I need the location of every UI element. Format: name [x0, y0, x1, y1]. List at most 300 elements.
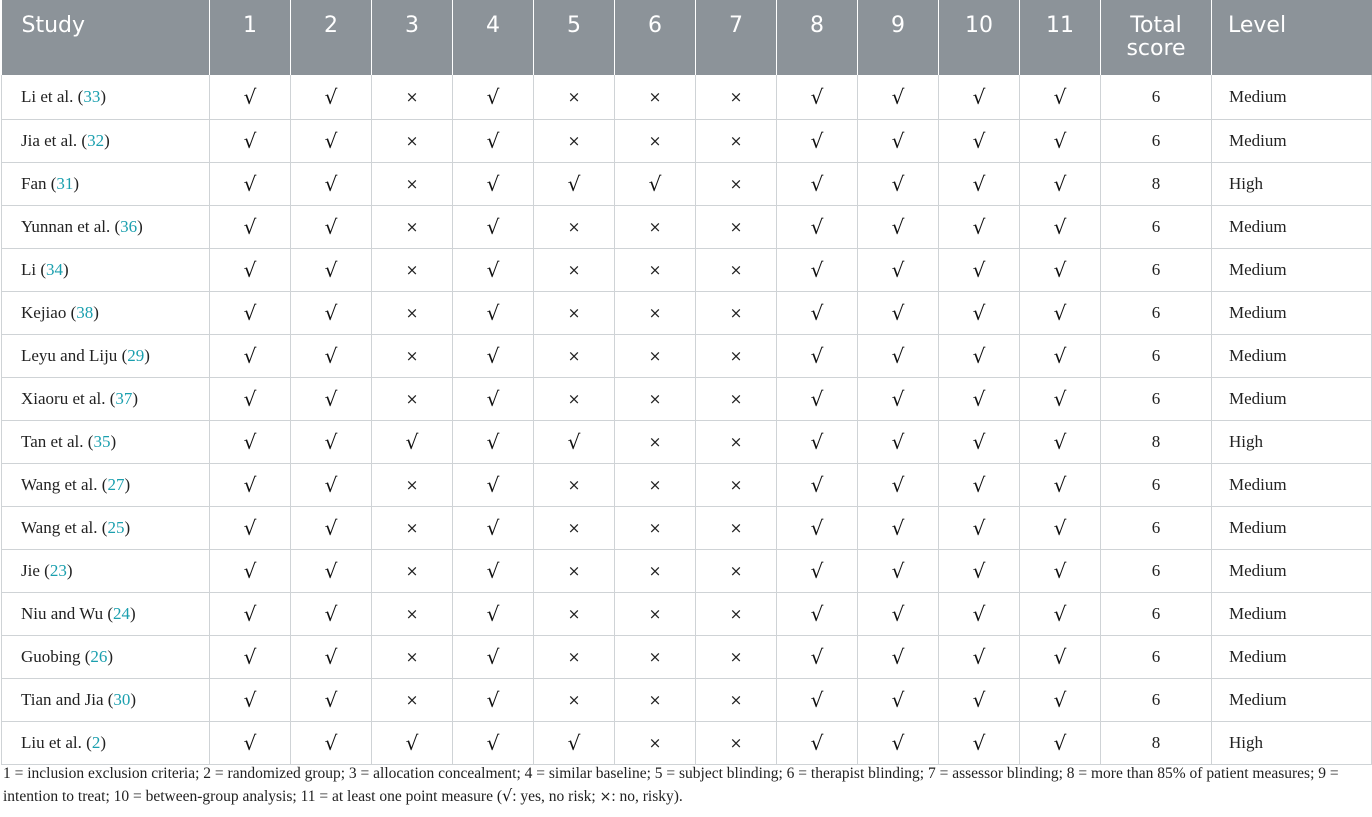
criterion-cell	[372, 292, 453, 335]
criterion-cell	[939, 636, 1020, 679]
level-cell: Medium	[1212, 507, 1372, 550]
criterion-cell	[615, 292, 696, 335]
criterion-cell	[1020, 421, 1101, 464]
cross-icon: ×	[567, 648, 581, 666]
total-score-cell: 8	[1101, 163, 1212, 206]
cross-icon: ×	[648, 132, 662, 150]
check-icon: √	[972, 85, 986, 109]
cross-icon: ×	[405, 261, 419, 279]
cross-icon: ×	[405, 390, 419, 408]
criterion-cell	[939, 679, 1020, 722]
check-icon: √	[243, 559, 257, 583]
cross-icon: ×	[567, 132, 581, 150]
criterion-cell	[777, 464, 858, 507]
check-icon: √	[324, 473, 338, 497]
level-cell: Medium	[1212, 249, 1372, 292]
table-row	[2, 206, 1372, 249]
header-total-line1: Total	[1130, 13, 1182, 38]
check-icon: √	[243, 344, 257, 368]
citation-link[interactable]: 30	[113, 690, 131, 709]
cross-icon: ×	[567, 562, 581, 580]
criterion-cell	[939, 464, 1020, 507]
criterion-cell	[939, 75, 1020, 120]
criterion-cell	[291, 550, 372, 593]
criterion-cell	[453, 593, 534, 636]
check-icon: √	[486, 258, 500, 282]
check-icon: √	[243, 688, 257, 712]
check-icon: √	[891, 559, 905, 583]
criterion-cell	[210, 206, 291, 249]
criterion-cell	[534, 593, 615, 636]
footnote-yes-symbol: √	[502, 786, 513, 805]
footnote-yes-text: : yes, no risk;	[512, 788, 600, 805]
check-icon: √	[486, 215, 500, 239]
header-study: Study	[2, 0, 210, 75]
citation-link[interactable]: 27	[107, 475, 125, 494]
cross-icon: ×	[648, 433, 662, 451]
citation-link[interactable]: 23	[49, 561, 67, 580]
check-icon: √	[810, 387, 824, 411]
cross-icon: ×	[729, 519, 743, 537]
criterion-cell	[777, 163, 858, 206]
table-row	[2, 464, 1372, 507]
criterion-cell	[696, 163, 777, 206]
criterion-cell	[291, 378, 372, 421]
check-icon: √	[891, 258, 905, 282]
criterion-cell	[858, 421, 939, 464]
criterion-cell	[696, 249, 777, 292]
cross-icon: ×	[729, 648, 743, 666]
criterion-cell	[858, 292, 939, 335]
cross-icon: ×	[405, 648, 419, 666]
check-icon: √	[810, 172, 824, 196]
citation-link[interactable]: 36	[120, 217, 138, 236]
criterion-cell	[291, 206, 372, 249]
study-cell: Xiaoru et al. (37)	[2, 378, 210, 421]
criterion-cell	[534, 679, 615, 722]
criterion-cell	[453, 378, 534, 421]
check-icon: √	[486, 85, 500, 109]
check-icon: √	[324, 344, 338, 368]
cross-icon: ×	[729, 691, 743, 709]
check-icon: √	[972, 516, 986, 540]
criterion-cell	[453, 464, 534, 507]
header-criterion-6: 6	[615, 0, 696, 75]
check-icon: √	[891, 688, 905, 712]
study-author: Jie	[21, 561, 40, 580]
cross-icon: ×	[567, 261, 581, 279]
criterion-cell	[210, 550, 291, 593]
criterion-cell	[453, 421, 534, 464]
check-icon: √	[324, 430, 338, 454]
criterion-cell	[1020, 378, 1101, 421]
quality-assessment-table	[1, 0, 1372, 765]
criterion-cell	[210, 163, 291, 206]
criterion-cell	[453, 679, 534, 722]
check-icon: √	[810, 645, 824, 669]
criterion-cell	[1020, 335, 1101, 378]
check-icon: √	[243, 473, 257, 497]
criterion-cell	[696, 421, 777, 464]
check-icon: √	[486, 301, 500, 325]
check-icon: √	[243, 258, 257, 282]
criterion-cell	[939, 163, 1020, 206]
criterion-cell	[534, 507, 615, 550]
study-author: Tian and Jia	[21, 690, 104, 709]
check-icon: √	[486, 559, 500, 583]
cross-icon: ×	[729, 476, 743, 494]
criterion-cell	[696, 206, 777, 249]
criterion-cell	[777, 636, 858, 679]
criterion-cell	[777, 378, 858, 421]
criterion-cell	[372, 507, 453, 550]
cross-icon: ×	[648, 390, 662, 408]
table-row	[2, 292, 1372, 335]
study-author: Xiaoru et al.	[21, 389, 106, 408]
criterion-cell	[615, 679, 696, 722]
check-icon: √	[810, 559, 824, 583]
level-cell: High	[1212, 421, 1372, 464]
table-row	[2, 679, 1372, 722]
citation-link[interactable]: 37	[115, 389, 133, 408]
criterion-cell	[453, 163, 534, 206]
criterion-cell	[858, 636, 939, 679]
cross-icon: ×	[405, 88, 419, 106]
criterion-cell	[534, 75, 615, 120]
criterion-cell	[453, 206, 534, 249]
check-icon: √	[486, 731, 500, 755]
criterion-cell	[939, 292, 1020, 335]
check-icon: √	[810, 430, 824, 454]
check-icon: √	[972, 215, 986, 239]
criterion-cell	[453, 292, 534, 335]
cross-icon: ×	[729, 347, 743, 365]
criterion-cell	[939, 507, 1020, 550]
citation-link[interactable]: 29	[127, 346, 145, 365]
criterion-cell	[291, 335, 372, 378]
criterion-cell	[453, 75, 534, 120]
header-criterion-1: 1	[210, 0, 291, 75]
citation-link[interactable]: 26	[90, 647, 108, 666]
check-icon: √	[972, 602, 986, 626]
criterion-cell	[1020, 679, 1101, 722]
table-row	[2, 722, 1372, 765]
cross-icon: ×	[648, 88, 662, 106]
cross-icon: ×	[405, 519, 419, 537]
level-cell: Medium	[1212, 292, 1372, 335]
level-cell: High	[1212, 163, 1372, 206]
criterion-cell	[858, 722, 939, 765]
criterion-cell	[291, 292, 372, 335]
check-icon: √	[1053, 731, 1067, 755]
citation-link[interactable]: 25	[107, 518, 125, 537]
check-icon: √	[324, 387, 338, 411]
total-score-cell: 6	[1101, 120, 1212, 163]
criterion-cell	[777, 335, 858, 378]
level-cell: Medium	[1212, 636, 1372, 679]
table-row	[2, 335, 1372, 378]
criterion-cell	[777, 679, 858, 722]
criterion-cell	[372, 335, 453, 378]
criterion-cell	[939, 335, 1020, 378]
criterion-cell	[858, 120, 939, 163]
check-icon: √	[486, 344, 500, 368]
criterion-cell	[453, 120, 534, 163]
study-cell: Li et al. (33)	[2, 75, 210, 120]
cross-icon: ×	[405, 605, 419, 623]
criterion-cell	[777, 722, 858, 765]
header-criterion-8: 8	[777, 0, 858, 75]
criterion-cell	[696, 507, 777, 550]
level-cell: Medium	[1212, 550, 1372, 593]
check-icon: √	[324, 172, 338, 196]
criterion-cell	[210, 292, 291, 335]
criterion-cell	[1020, 722, 1101, 765]
check-icon: √	[324, 516, 338, 540]
header-criterion-7: 7	[696, 0, 777, 75]
check-icon: √	[972, 172, 986, 196]
check-icon: √	[1053, 344, 1067, 368]
criterion-cell	[534, 464, 615, 507]
criterion-cell	[696, 464, 777, 507]
citation-link[interactable]: 38	[76, 303, 94, 322]
criterion-cell	[858, 75, 939, 120]
criterion-cell	[291, 249, 372, 292]
criterion-cell	[210, 249, 291, 292]
total-score-cell: 8	[1101, 722, 1212, 765]
cross-icon: ×	[405, 476, 419, 494]
table-row	[2, 507, 1372, 550]
check-icon: √	[486, 473, 500, 497]
check-icon: √	[810, 731, 824, 755]
table-row	[2, 163, 1372, 206]
criterion-cell	[777, 593, 858, 636]
criterion-cell	[372, 636, 453, 679]
study-cell: Leyu and Liju (29)	[2, 335, 210, 378]
study-cell: Tian and Jia (30)	[2, 679, 210, 722]
cross-icon: ×	[567, 476, 581, 494]
table-row	[2, 120, 1372, 163]
criterion-cell	[615, 163, 696, 206]
cross-icon: ×	[648, 261, 662, 279]
check-icon: √	[243, 215, 257, 239]
criterion-cell	[1020, 593, 1101, 636]
criterion-cell	[453, 249, 534, 292]
check-icon: √	[1053, 85, 1067, 109]
cross-icon: ×	[729, 261, 743, 279]
criterion-cell	[696, 378, 777, 421]
criterion-cell	[777, 120, 858, 163]
table-row	[2, 249, 1372, 292]
check-icon: √	[1053, 301, 1067, 325]
check-icon: √	[324, 645, 338, 669]
level-cell: Medium	[1212, 679, 1372, 722]
criterion-cell	[696, 722, 777, 765]
criterion-cell	[372, 378, 453, 421]
check-icon: √	[324, 215, 338, 239]
cross-icon: ×	[567, 347, 581, 365]
citation-link[interactable]: 2	[91, 733, 101, 752]
check-icon: √	[891, 602, 905, 626]
criterion-cell	[615, 335, 696, 378]
criterion-cell	[939, 593, 1020, 636]
check-icon: √	[1053, 473, 1067, 497]
criterion-cell	[210, 507, 291, 550]
header-total-score	[1101, 0, 1212, 75]
citation-link[interactable]: 35	[93, 432, 111, 451]
check-icon: √	[324, 129, 338, 153]
criterion-cell	[372, 722, 453, 765]
cross-icon: ×	[729, 433, 743, 451]
table-row	[2, 75, 1372, 120]
criterion-cell	[291, 507, 372, 550]
total-score-cell: 6	[1101, 292, 1212, 335]
citation-link[interactable]: 34	[46, 260, 64, 279]
study-cell: Wang et al. (27)	[2, 464, 210, 507]
header-criterion-5: 5	[534, 0, 615, 75]
check-icon: √	[891, 301, 905, 325]
header-level: Level	[1212, 0, 1372, 75]
criterion-cell	[858, 335, 939, 378]
study-cell: Kejiao (38)	[2, 292, 210, 335]
level-cell: High	[1212, 722, 1372, 765]
cross-icon: ×	[729, 175, 743, 193]
criterion-cell	[210, 679, 291, 722]
check-icon: √	[324, 301, 338, 325]
check-icon: √	[324, 688, 338, 712]
criterion-cell	[291, 593, 372, 636]
criterion-cell	[858, 378, 939, 421]
check-icon: √	[324, 602, 338, 626]
criterion-cell	[1020, 120, 1101, 163]
check-icon: √	[567, 731, 581, 755]
check-icon: √	[810, 688, 824, 712]
table-body	[2, 75, 1372, 765]
check-icon: √	[891, 215, 905, 239]
study-author: Li	[21, 260, 37, 279]
table-row	[2, 550, 1372, 593]
check-icon: √	[972, 473, 986, 497]
total-score-cell: 6	[1101, 335, 1212, 378]
check-icon: √	[486, 172, 500, 196]
citation-link[interactable]: 24	[113, 604, 131, 623]
criterion-cell	[615, 206, 696, 249]
citation-link[interactable]: 33	[83, 87, 101, 106]
check-icon: √	[243, 301, 257, 325]
criterion-cell	[453, 722, 534, 765]
criterion-cell	[615, 593, 696, 636]
footnote-no-symbol: ×	[599, 789, 612, 805]
criterion-cell	[1020, 249, 1101, 292]
criterion-cell	[372, 75, 453, 120]
criterion-cell	[777, 507, 858, 550]
check-icon: √	[405, 731, 419, 755]
criterion-cell	[939, 421, 1020, 464]
total-score-cell: 8	[1101, 421, 1212, 464]
criterion-cell	[615, 378, 696, 421]
criterion-cell	[939, 120, 1020, 163]
criterion-cell	[939, 206, 1020, 249]
check-icon: √	[324, 731, 338, 755]
check-icon: √	[243, 172, 257, 196]
study-author: Guobing	[21, 647, 81, 666]
study-author: Kejiao	[21, 303, 67, 322]
cross-icon: ×	[648, 562, 662, 580]
check-icon: √	[243, 602, 257, 626]
criterion-cell	[696, 679, 777, 722]
criterion-cell	[534, 421, 615, 464]
criterion-cell	[615, 636, 696, 679]
check-icon: √	[891, 172, 905, 196]
criterion-cell	[939, 722, 1020, 765]
table-row	[2, 636, 1372, 679]
header-criterion-10: 10	[939, 0, 1020, 75]
total-score-cell: 6	[1101, 249, 1212, 292]
criterion-cell	[210, 464, 291, 507]
criterion-cell	[372, 120, 453, 163]
level-cell: Medium	[1212, 335, 1372, 378]
cross-icon: ×	[729, 605, 743, 623]
total-score-cell: 6	[1101, 75, 1212, 120]
criterion-cell	[939, 550, 1020, 593]
cross-icon: ×	[729, 218, 743, 236]
criterion-cell	[372, 421, 453, 464]
criterion-cell	[210, 593, 291, 636]
criterion-cell	[615, 120, 696, 163]
citation-link[interactable]: 31	[56, 174, 74, 193]
criterion-cell	[615, 75, 696, 120]
table-footnote	[3, 763, 1368, 808]
study-cell: Guobing (26)	[2, 636, 210, 679]
citation-link[interactable]: 32	[87, 131, 105, 150]
cross-icon: ×	[648, 519, 662, 537]
cross-icon: ×	[567, 390, 581, 408]
criterion-cell	[696, 550, 777, 593]
cross-icon: ×	[648, 734, 662, 752]
cross-icon: ×	[405, 562, 419, 580]
criterion-cell	[1020, 292, 1101, 335]
check-icon: √	[891, 430, 905, 454]
criterion-cell	[453, 507, 534, 550]
check-icon: √	[1053, 645, 1067, 669]
header-criterion-9: 9	[858, 0, 939, 75]
study-author: Niu and Wu	[21, 604, 104, 623]
check-icon: √	[972, 559, 986, 583]
check-icon: √	[243, 731, 257, 755]
criterion-cell	[1020, 163, 1101, 206]
check-icon: √	[648, 172, 662, 196]
criterion-cell	[534, 378, 615, 421]
cross-icon: ×	[648, 691, 662, 709]
criterion-cell	[858, 206, 939, 249]
total-score-cell: 6	[1101, 550, 1212, 593]
check-icon: √	[891, 645, 905, 669]
criterion-cell	[372, 163, 453, 206]
footnote-legend: 1 = inclusion exclusion criteria; 2 = randomized group; 3 = allocation concealment; 4 = similar baseline; 5 = subject blinding; 6 = therapist blinding; 7 = assessor blinding; 8 = more than 85% of patient measures; 9 = intention to treat; 10 = between-group analysis; 11 = at least one point measure (	[3, 765, 1339, 805]
total-score-cell: 6	[1101, 636, 1212, 679]
criterion-cell	[534, 163, 615, 206]
check-icon: √	[891, 85, 905, 109]
total-score-cell: 6	[1101, 593, 1212, 636]
criterion-cell	[210, 120, 291, 163]
header-criterion-4: 4	[453, 0, 534, 75]
check-icon: √	[567, 430, 581, 454]
study-cell: Tan et al. (35)	[2, 421, 210, 464]
study-cell: Liu et al. (2)	[2, 722, 210, 765]
level-cell: Medium	[1212, 378, 1372, 421]
footnote-no-text: : no, risky).	[611, 788, 683, 805]
criterion-cell	[291, 75, 372, 120]
